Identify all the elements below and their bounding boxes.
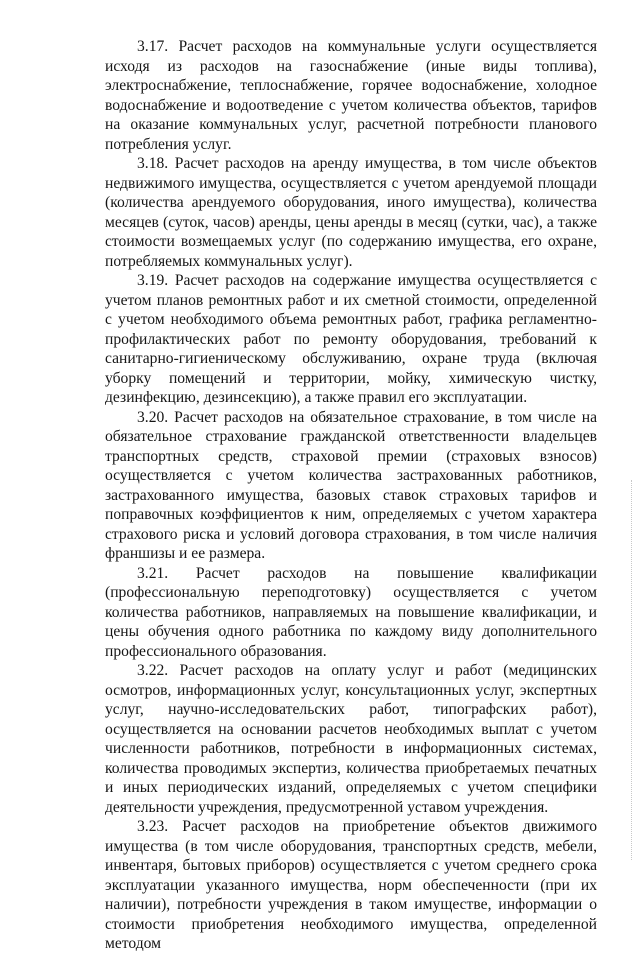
scan-edge-marks	[631, 480, 634, 860]
paragraph-3-23: 3.23. Расчет расходов на приобретение объектов движимого имущества (в том числе оборудования, транспортных средств, мебели, инвентаря, бытовых приборов) осуществляется с учетом среднего срока эксплуатации указанного имущества, норм обеспеченности (при их наличии), потребности учреждения в таком имуществе, информации о стоимости приобретения необходимого имущества, определенной методом	[105, 818, 597, 952]
paragraph-3-18: 3.18. Расчет расходов на аренду имущества, в том числе объектов недвижимого имущества, осуществляется с учетом арендуемой площади (количества арендуемого оборудования, иного имущества), количества месяцев (суток, часов) аренды, цены аренды в месяц (сутки, час), а также стоимости возмещаемых услуг (по содержанию имущества, его охране, потребляемых коммунальных услуг).	[105, 155, 597, 270]
paragraph-3-20: 3.20. Расчет расходов на обязательное страхование, в том числе на обязательное страхование гражданской ответственности владельцев транспортных средств, страховой премии (страховых взносов) осуществляется с учетом количества застрахованных работников, застрахованного имущества, базовых ставок страховых тарифов и поправочных коэффициентов к ним, определяемых с учетом характера страхового риска и условий договора страхования, в том числе наличия франшизы и ее размера.	[105, 408, 597, 562]
paragraph-3-17: 3.17. Расчет расходов на коммунальные услуги осуществляется исходя из расходов на газоснабжение (иные виды топлива), электроснабжение, теплоснабжение, горячее водоснабжение, холодное водоснабжение и водоотведение с учетом количества объектов, тарифов на оказание коммунальных услуг, расчетной потребности планового потребления услуг.	[105, 38, 597, 153]
document-body	[105, 37, 597, 954]
paragraph-3-19: 3.19. Расчет расходов на содержание имущества осуществляется с учетом планов ремонтных работ и их сметной стоимости, определенной с учетом необходимого объема ремонтных работ, графика регламентно-профилактических работ по ремонту оборудования, требований к санитарно-гигиеническому обслуживанию, охране труда (включая уборку помещений и территории, мойку, химическую чистку, дезинфекцию, дезинсекцию), а также правил его эксплуатации.	[105, 272, 597, 406]
paragraph-3-22: 3.22. Расчет расходов на оплату услуг и работ (медицинских осмотров, информационных услуг, консультационных услуг, экспертных услуг, научно-исследовательских работ, типографских работ), осуществляется на основании расчетов необходимых выплат с учетом численности работников, потребности в информационных системах, количества проводимых экспертиз, количества приобретаемых печатных и иных периодических изданий, определяемых с учетом специфики деятельности учреждения, предусмотренной уставом учреждения.	[105, 662, 597, 816]
paragraph-3-21: 3.21. Расчет расходов на повышение квалификации (профессиональную переподготовку) осуществляется с учетом количества работников, направляемых на повышение квалификации, и цены обучения одного работника по каждому виду дополнительного профессионального образования.	[105, 564, 597, 660]
